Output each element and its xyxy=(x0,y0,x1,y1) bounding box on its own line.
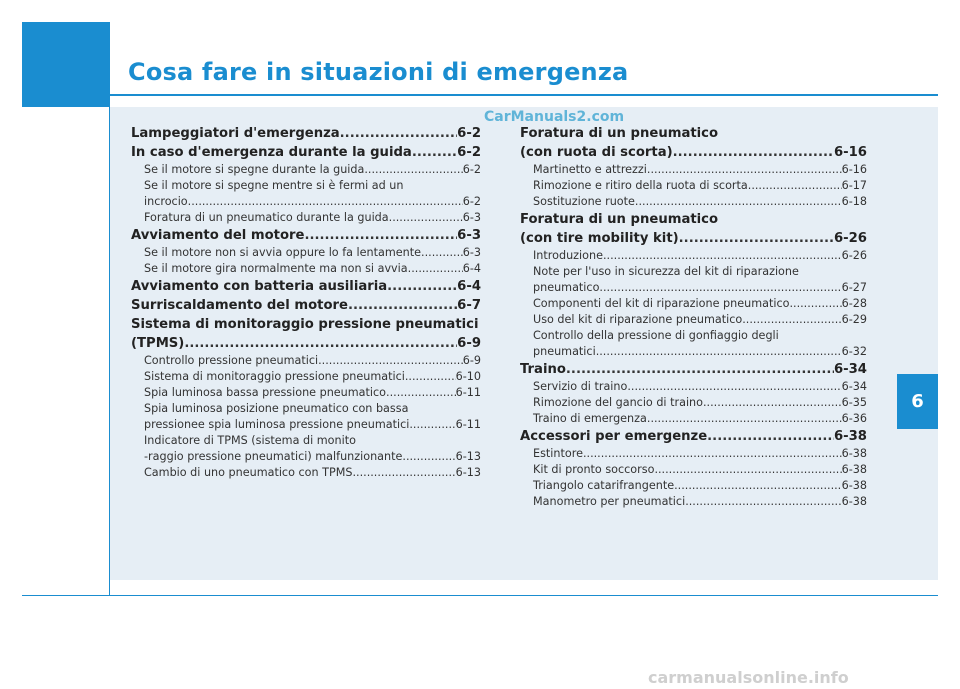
toc-subentry[interactable]: incrocio ..... 6-2 xyxy=(131,194,481,210)
toc-subentry[interactable]: Controllo pressione pneumatici ..... 6-9 xyxy=(131,353,481,369)
toc-subentry[interactable]: Sostituzione ruote ..... 6-18 xyxy=(520,194,867,210)
toc-section[interactable]: Avviamento con batteria ausiliaria ..... 6-4 xyxy=(131,277,481,296)
toc-subentry[interactable]: Manometro per pneumatici ..... 6-38 xyxy=(520,494,867,510)
toc-section-line: Foratura di un pneumatico xyxy=(520,212,719,227)
toc-subentry[interactable]: Servizio di traino ..... 6-34 xyxy=(520,379,867,395)
toc-subentry-line: Indicatore di TPMS (sistema di monito xyxy=(144,434,356,447)
bottom-rule xyxy=(22,595,938,596)
chapter-tab[interactable]: 6 xyxy=(897,374,938,429)
toc-subentry[interactable]: -raggio pressione pneumatici) malfunzionante ..... 6-13 xyxy=(131,449,481,465)
toc-subentry-line: Controllo della pressione di gonfiaggio degli xyxy=(533,329,779,342)
watermark-text: CarManuals2.com xyxy=(484,109,625,125)
toc-right-column xyxy=(520,124,867,510)
toc-subentry[interactable]: pressionee spia luminosa pressione pneumatici ..... 6-11 xyxy=(131,417,481,433)
chapter-color-block xyxy=(22,22,109,107)
page-title: Cosa fare in situazioni di emergenza xyxy=(128,58,629,86)
footer-watermark: carmanualsonline.info xyxy=(648,668,849,687)
toc-subentry[interactable]: pneumatici ..... 6-32 xyxy=(520,344,867,360)
toc-subentry[interactable]: Introduzione ..... 6-26 xyxy=(520,248,867,264)
toc-left-column xyxy=(131,124,481,481)
toc-subentry[interactable]: Traino di emergenza ..... 6-36 xyxy=(520,411,867,427)
title-underline xyxy=(110,94,938,96)
toc-subentry[interactable]: Se il motore gira normalmente ma non si avvia ..... 6-4 xyxy=(131,261,481,277)
toc-subentry[interactable]: Uso del kit di riparazione pneumatico ..... 6-29 xyxy=(520,312,867,328)
toc-subentry-line: Se il motore si spegne mentre si è fermi ad un xyxy=(144,179,404,192)
toc-section[interactable]: (con ruota di scorta) ..... 6-16 xyxy=(520,143,867,162)
toc-section[interactable]: In caso d'emergenza durante la guida ..... 6-2 xyxy=(131,143,481,162)
toc-section-line: Foratura di un pneumatico xyxy=(520,126,719,141)
toc-subentry[interactable]: Rimozione del gancio di traino ..... 6-35 xyxy=(520,395,867,411)
toc-subentry[interactable]: Estintore ..... 6-38 xyxy=(520,446,867,462)
toc-subentry[interactable]: pneumatico ..... 6-27 xyxy=(520,280,867,296)
toc-section[interactable]: Surriscaldamento del motore ..... 6-7 xyxy=(131,296,481,315)
toc-subentry[interactable]: Foratura di un pneumatico durante la guida ..... 6-3 xyxy=(131,210,481,226)
toc-subentry-line: Spia luminosa posizione pneumatico con bassa xyxy=(144,402,409,415)
toc-section[interactable]: Avviamento del motore ..... 6-3 xyxy=(131,226,481,245)
toc-section[interactable]: (con tire mobility kit) ..... 6-26 xyxy=(520,229,867,248)
toc-subentry[interactable]: Sistema di monitoraggio pressione pneumatici ..... 6-10 xyxy=(131,369,481,385)
toc-subentry-line: Note per l'uso in sicurezza del kit di riparazione xyxy=(533,265,799,278)
toc-section[interactable]: Accessori per emergenze ..... 6-38 xyxy=(520,427,867,446)
toc-subentry[interactable]: Componenti del kit di riparazione pneumatico ..... 6-28 xyxy=(520,296,867,312)
toc-subentry[interactable]: Se il motore non si avvia oppure lo fa lentamente ..... 6-3 xyxy=(131,245,481,261)
toc-subentry[interactable]: Triangolo catarifrangente ..... 6-38 xyxy=(520,478,867,494)
toc-section[interactable]: Lampeggiatori d'emergenza ..... 6-2 xyxy=(131,124,481,143)
toc-subentry[interactable]: Rimozione e ritiro della ruota di scorta ..... 6-17 xyxy=(520,178,867,194)
toc-subentry[interactable]: Kit di pronto soccorso ..... 6-38 xyxy=(520,462,867,478)
toc-section-line: Sistema di monitoraggio pressione pneumatici xyxy=(131,317,479,332)
toc-subentry[interactable]: Cambio di uno pneumatico con TPMS ..... 6-13 xyxy=(131,465,481,481)
toc-subentry[interactable]: Spia luminosa bassa pressione pneumatico ..... 6-11 xyxy=(131,385,481,401)
toc-section[interactable]: Traino ..... 6-34 xyxy=(520,360,867,379)
toc-subentry[interactable]: Martinetto e attrezzi ..... 6-16 xyxy=(520,162,867,178)
toc-section[interactable]: (TPMS) ..... 6-9 xyxy=(131,334,481,353)
toc-subentry[interactable]: Se il motore si spegne durante la guida ..... 6-2 xyxy=(131,162,481,178)
